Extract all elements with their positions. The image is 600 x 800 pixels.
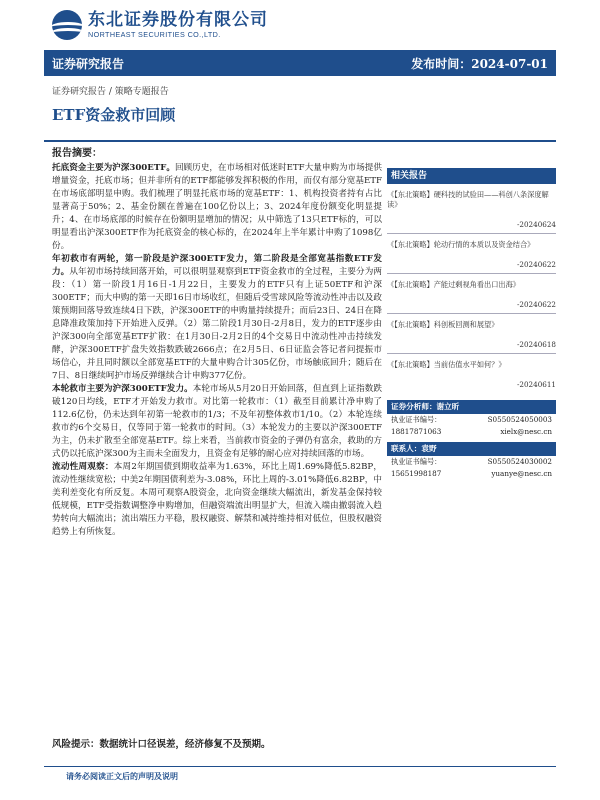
analyst-heading: 证券分析师：谢立昕	[387, 400, 556, 414]
license-label: 执业证书编号：	[391, 457, 442, 466]
analyst-email[interactable]: xielx@nesc.cn	[500, 427, 552, 436]
related-report-date: -20240611	[516, 380, 556, 389]
license-number: S0550524050003	[487, 415, 552, 424]
summary-paragraph: 年初救市有两轮，第一阶段是沪深300ETF发力，第二阶段是全部宽基指数ETF发力。从年初市场持续回落开始，可以很明显观察到ETF资金救市的全过程，主要分为两段：（1）第一阶段1月16日-1月22日，主要发力的ETF只有上证50ETF和沪深300ETF；而大申购的第一天即16日市场收红，但随后受雪球风险等流动性冲击以及政策预期回落导致连续4日下跌，沪深300ETF的申购量持续提升；而后23日、24日在降息降准政策加持下开始进入反弹。（2）第二阶段1月30日-2月8日，发力的ETF逐步由沪深300向全部宽基ETF扩散：在1月30日-2月2日的4个交易日中流动性冲击持续发酵，沪深300ETF扩盘失效指数跌破2666点；在2月5日、6日证监会答记者问提振市场信心，并且同时额以全部宽基ETF的大量申购合计305亿份，市场触底回升；随后在7日、8日继续呵护市场反弹继续合计申购377亿份。	[52, 254, 382, 381]
related-report-item[interactable]	[387, 280, 556, 314]
related-report-title[interactable]: 《【东北策略】轮动行情的本质以及资金结合》	[387, 240, 535, 249]
related-report-title[interactable]: 《【东北策略】当前估值水平如何？》	[387, 360, 506, 369]
analyst-email[interactable]: yuanye@nesc.cn	[491, 469, 552, 478]
related-report-date: -20240622	[516, 260, 556, 269]
analyst-phone: 15651998187	[391, 469, 442, 478]
title-divider	[44, 140, 556, 142]
related-report-title[interactable]: 《【东北策略】产能过剩视角看出口出海》	[387, 280, 520, 289]
summary-heading: 报告摘要：	[52, 148, 102, 159]
company-logo	[52, 8, 268, 42]
related-report-title[interactable]: 《【东北策略】硬科技的试验田——科创八条深度解读》	[387, 190, 549, 209]
analyst-phone: 18817871063	[391, 427, 442, 436]
sidebar	[387, 168, 556, 480]
company-name-en: NORTHEAST SECURITIES CO.,LTD.	[88, 30, 221, 39]
breadcrumb: 证券研究报告 / 策略专题报告	[52, 87, 169, 97]
related-report-date: -20240622	[516, 300, 556, 309]
report-title: ETF资金救市回顾	[52, 106, 176, 124]
analyst-card	[387, 400, 556, 438]
header-banner	[44, 50, 556, 76]
related-report-title[interactable]: 《【东北策略】科创板回测和展望》	[387, 320, 499, 329]
analyst-card	[387, 442, 556, 480]
related-reports-heading: 相关报告	[387, 168, 556, 184]
related-report-date: -20240624	[516, 220, 556, 229]
license-number: S0550524030002	[487, 457, 552, 466]
related-report-date: -20240618	[516, 340, 556, 349]
logo-emblem-icon	[52, 10, 82, 40]
report-type: 证券研究报告	[52, 56, 125, 71]
summary-paragraph: 托底资金主要为沪深300ETF。回顾历史，在市场相对低迷时ETF大量申购为市场提供增量资金，托底市场；但并非所有的ETF都能够发挥积极的作用，而仅有部分宽基ETF在市场底部明显申购。我们梳理了明显托底市场的宽基ETF：1、机构投资者持有占比显著高于50%；2、基金份额在普遍在100亿份以上；3、2024年度份额变化明显提升；4、在市场底部的时候存在份额明显增加的情况；从中筛选了13只ETF标的，可以明显看出沪深300ETF作为托底资金的核心标的，在2024年上半年累计申购了1098亿份。	[52, 163, 382, 251]
summary-paragraph: 本轮救市主要为沪深300ETF发力。本轮市场从5月20日开始回落，但直到上证指数跌破120日均线，ETF才开始发力救市。对比第一轮救市：（1）截至目前累计净申购了112.6亿份，仍未达到年初第一轮救市的1/3；不及年初整体救市1/10。（2）本轮连续救市约6个交易日，仅等同于第一轮救市的时间。（3）本轮发力的主要以沪深300ETF为主，仍未扩散至全部宽基ETF。综上来看，当前救市资金的子弹仍有富余，救助的方式仍以托底沪深300为主而未全面发力，且资金有足够的耐心应对持续回落的市场。	[52, 384, 382, 459]
related-report-item[interactable]	[387, 190, 556, 234]
company-name-cn: 东北证券股份有限公司	[88, 10, 268, 30]
footer-divider	[44, 766, 556, 767]
related-report-item[interactable]	[387, 240, 556, 274]
publish-date: 发布时间：2024-07-01	[411, 56, 548, 71]
related-report-item[interactable]	[387, 320, 556, 354]
license-label: 执业证书编号：	[391, 415, 442, 424]
risk-warning: 风险提示：数据统计口径误差，经济修复不及预期。	[52, 739, 271, 750]
summary-paragraph: 流动性周观察：本周2年期国债到期收益率为1.63%，环比上周1.69%降低5.82BP，流动性继续宽松；中美2年期国债利差为-3.08%，环比上周的-3.01%降低6.82BP，中美利差变化有所反复。本周可观察A股资金，北向资金继续大幅流出，新发基金保持较低规模，ETF受指数调整净申购增加，但融资端流出明显扩大，但流入端由撤弱流入趋势转向大幅流出；流出端压力平稳，股权融资、解禁和减持维持相对低位，但股权融资趋势上有所恢复。	[52, 462, 382, 537]
footer-disclaimer: 请务必阅读正文后的声明及说明	[66, 771, 178, 781]
summary-section	[52, 147, 382, 539]
related-report-item[interactable]	[387, 360, 556, 390]
analyst-heading: 联系人：袁野	[387, 442, 556, 456]
